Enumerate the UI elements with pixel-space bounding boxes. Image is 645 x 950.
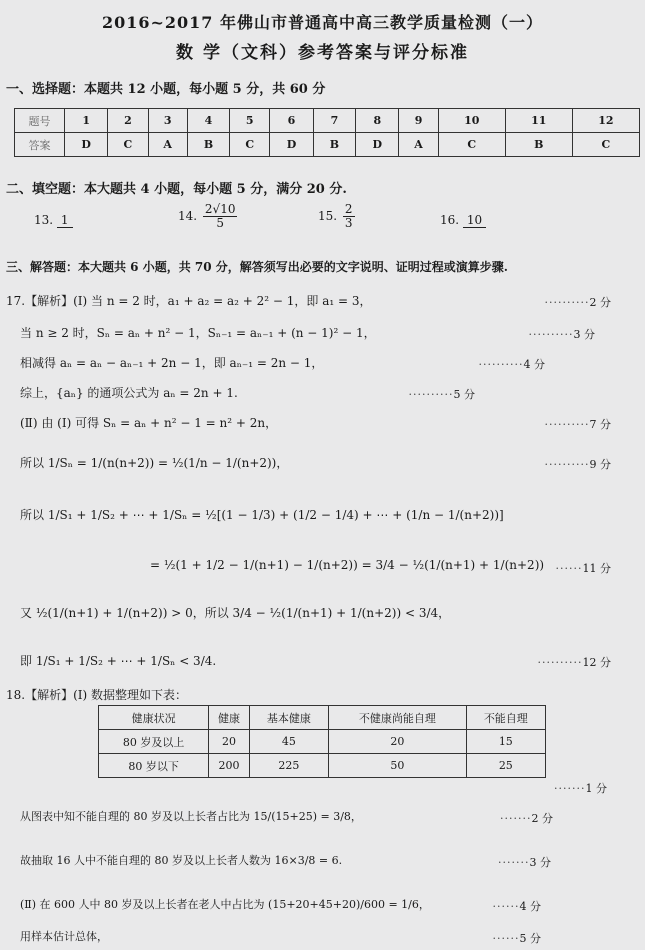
score-mark: ··········3 分 [528, 328, 595, 341]
table-row [15, 133, 640, 157]
table-cell: 45 [249, 730, 328, 754]
q17-line-9: 又 ½(1/(n+1) + 1/(n+2)) > 0，所以 3/4 − ½(1/(n+1) + 1/(n+2)) < 3/4， [20, 606, 451, 620]
table-cell: 80 岁以下 [99, 754, 209, 778]
question-number: 7 [313, 109, 355, 133]
health-data-table [98, 705, 546, 778]
table-header: 基本健康 [249, 706, 328, 730]
fill-answer-16: 16. 10 [440, 213, 486, 227]
table-row [99, 730, 546, 754]
answer-cell: C [572, 133, 639, 157]
section1-heading: 一、选择题：本题共 12 小题，每小题 5 分，共 60 分 [6, 82, 326, 97]
score-mark: ··········7 分 [544, 418, 611, 431]
score-mark: ··········9 分 [544, 458, 611, 471]
question-number: 12 [572, 109, 639, 133]
section2-heading: 二、填空题：本大题共 4 小题，每小题 5 分，满分 20 分. [6, 182, 347, 197]
q17-line-3: 相减得 aₙ = aₙ − aₙ₋₁ + 2n − 1，即 aₙ₋₁ = 2n − 1， [20, 356, 324, 370]
table-header: 不能自理 [466, 706, 545, 730]
table-cell: 25 [466, 754, 545, 778]
document-title: 2016~2017 年佛山市普通高中高三教学质量检测（一） [101, 13, 544, 32]
question-number: 11 [505, 109, 572, 133]
answer-cell: C [438, 133, 505, 157]
score-mark: ······4 分 [492, 900, 541, 913]
section3-heading: 三、解答题：本大题共 6 小题，共 70 分，解答须写出必要的文字说明、证明过程或演算步骤. [6, 260, 508, 274]
question-number: 1 [65, 109, 108, 133]
answer-cell: C [230, 133, 270, 157]
q17-line-8: = ½(1 + 1/2 − 1/(n+1) − 1/(n+2)) = 3/4 − ½(1/(n+1) + 1/(n+2)) [150, 558, 545, 572]
score-mark: ······5 分 [492, 932, 541, 945]
score-mark: ·······1 分 [554, 782, 607, 795]
table-cell: 20 [329, 730, 467, 754]
answer-cell: D [65, 133, 108, 157]
answer-cell: B [313, 133, 355, 157]
score-mark: ·······2 分 [500, 812, 553, 825]
table-row [15, 109, 640, 133]
answer-cell: A [148, 133, 187, 157]
q18-line-3: 故抽取 16 人中不能自理的 80 岁及以上长者人数为 16×3/8 = 6. [20, 854, 343, 867]
table-cell: 225 [249, 754, 328, 778]
q18-line-2: 从图表中知不能自理的 80 岁及以上长者占比为 15/(15+25) = 3/8， [20, 810, 362, 823]
answer-cell: D [270, 133, 313, 157]
q17-line-4: 综上，{aₙ} 的通项公式为 aₙ = 2n + 1. [20, 386, 238, 400]
question-number: 10 [438, 109, 505, 133]
question-number: 3 [148, 109, 187, 133]
q18-line-5: 用样本估计总体， [20, 930, 108, 943]
row-label: 题号 [15, 109, 65, 133]
answer-cell: D [356, 133, 399, 157]
table-cell: 20 [209, 730, 250, 754]
q17-line-10: 即 1/S₁ + 1/S₂ + ⋯ + 1/Sₙ < 3/4. [20, 654, 217, 668]
q17-line-5: (Ⅱ) 由 (Ⅰ) 可得 Sₙ = aₙ + n² − 1 = n² + 2n， [20, 416, 278, 430]
fill-answer-14: 14. $\frac{2√10}{5}$ [178, 202, 236, 230]
answer-cell: A [399, 133, 438, 157]
table-header: 健康状况 [99, 706, 209, 730]
score-mark: ··········4 分 [478, 358, 545, 371]
q17-line-7: 所以 1/S₁ + 1/S₂ + ⋯ + 1/Sₙ = ½[(1 − 1/3) + (1/2 − 1/4) + ⋯ + (1/n − 1/(n+2))] [20, 508, 504, 522]
score-mark: ··········12 分 [537, 656, 611, 669]
question-number: 2 [108, 109, 148, 133]
choice-answer-table [14, 108, 640, 157]
question-number: 8 [356, 109, 399, 133]
score-mark: ·······3 分 [498, 856, 551, 869]
score-mark: ··········5 分 [408, 388, 475, 401]
answer-cell: B [505, 133, 572, 157]
score-mark: ··········2 分 [544, 296, 611, 309]
q18-line-4: (Ⅱ) 在 600 人中 80 岁及以上长者在老人中占比为 (15+20+45+20)/600 = 1/6， [20, 898, 430, 911]
table-cell: 200 [209, 754, 250, 778]
score-mark: ······11 分 [555, 562, 611, 575]
question-number: 9 [399, 109, 438, 133]
answer-cell: B [187, 133, 229, 157]
q18-line-1: 18.【解析】(Ⅰ) 数据整理如下表： [6, 688, 188, 702]
table-header: 不健康尚能自理 [329, 706, 467, 730]
q17-line-2: 当 n ≥ 2 时，Sₙ = aₙ + n² − 1，Sₙ₋₁ = aₙ₋₁ + (n − 1)² − 1， [20, 326, 376, 340]
question-number: 5 [230, 109, 270, 133]
fill-answer-15: 15. $\frac{2}{3}$ [318, 202, 353, 230]
table-row [99, 754, 546, 778]
q17-line-1: 17.【解析】(Ⅰ) 当 n = 2 时，a₁ + a₂ = a₂ + 2² − 1，即 a₁ = 3， [6, 294, 372, 308]
table-cell: 80 岁及以上 [99, 730, 209, 754]
answer-cell: C [108, 133, 148, 157]
table-row [99, 706, 546, 730]
q17-line-6: 所以 1/Sₙ = 1/(n(n+2)) = ½(1/n − 1/(n+2))， [20, 456, 289, 470]
document-subtitle: 数 学（文科）参考答案与评分标准 [176, 43, 469, 63]
question-number: 4 [187, 109, 229, 133]
fill-answer-13: 13. 1 [34, 213, 73, 227]
row-label: 答案 [15, 133, 65, 157]
table-cell: 15 [466, 730, 545, 754]
table-cell: 50 [329, 754, 467, 778]
table-header: 健康 [209, 706, 250, 730]
question-number: 6 [270, 109, 313, 133]
